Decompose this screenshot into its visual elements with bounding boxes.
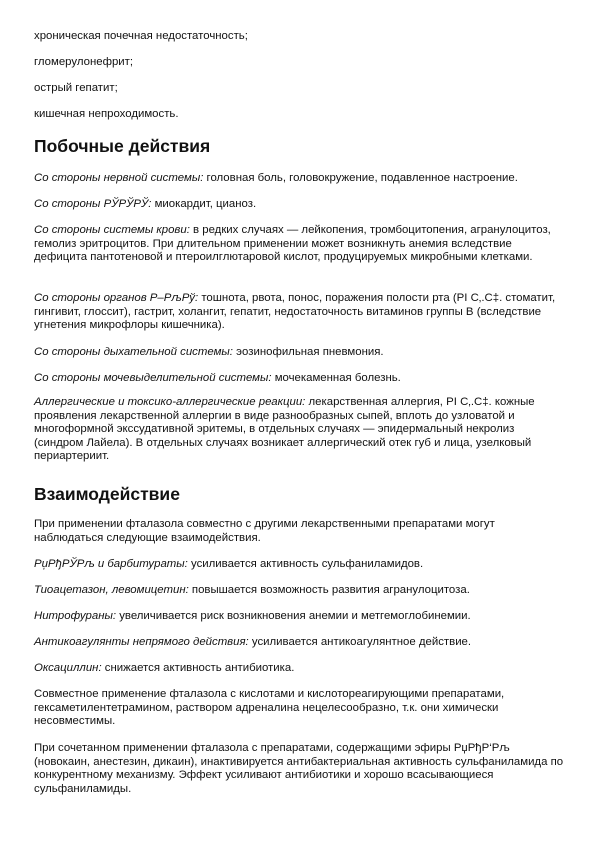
side-effect-paragraph [34,172,564,186]
interaction-intro: При применении фталазола совместно с другими лекарственными препаратами могут наблюдаться следующие взаимодействия. [34,518,495,544]
side-effect-label: Со стороны дыхательной системы: [34,346,233,358]
side-effect-text: лекарственная аллергия, РІ С‚.С‡. кожные проявления лекарственной аллергии в виде разнообразных сыпей, вплоть до узловатой и многоформной экссудативной эритемы, в отдельных случаях — эпидермальный некролиз (синдром Лайела). В отдельных случаях возникает аллергический отек губ и лица, узелковый периартериит. [34,396,535,463]
side-effect-text: тошнота, рвота, понос, поражения полости рта (РІ С‚.С‡. стоматит, гингивит, глоссит), гастрит, холангит, гепатит, недостаточность витаминов группы B (вследствие угнетения микрофлоры кишечника). [34,292,556,332]
interaction-label: Нитрофураны: [34,610,117,622]
side-effect-text: мочекаменная болезнь. [271,372,401,384]
side-effect-text: головная боль, головокружение, подавленное настроение. [203,172,518,184]
side-effect-label: Со стороны системы крови: [34,224,190,236]
interaction-paragraph [34,636,564,650]
contraindication-item: острый гепатит; [34,82,118,94]
interaction-label: Тиоацетазон, левомицетин: [34,584,189,596]
section-heading-side-effects: Побочные действия [34,136,211,156]
side-effect-label: Со стороны органов Р–РљРў: [34,292,199,304]
side-effect-label: Со стороны РЎРЎРЎ: [34,198,152,210]
side-effect-label: Аллергические и токсико-аллергические реакции: [34,396,306,408]
side-effect-paragraph [34,224,564,265]
interaction-paragraph [34,584,564,598]
side-effect-paragraph [34,346,564,360]
interaction-text: усиливается антикоагулянтное действие. [248,636,472,648]
side-effect-label: Со стороны нервной системы: [34,172,204,184]
interaction-esters-paragraph: При сочетанном применении фталазола с препаратами, содержащими эфиры РџРђР‘Рљ (новокаин, анестезин, дикаин), инактивируется антибактериальная активность сульфаниламида по конкурентному механизму. Эффект усиливают антибиотики и хорошо всасывающиеся сульфаниламиды. [34,742,564,795]
side-effect-paragraph [34,292,564,333]
side-effect-text: эозинофильная пневмония. [232,346,384,358]
side-effect-paragraph [34,372,564,386]
interaction-label: Оксациллин: [34,662,102,674]
interaction-text: снижается активность антибиотика. [101,662,295,674]
interaction-text: усиливается активность сульфаниламидов. [187,558,424,570]
section-heading-interaction: Взаимодействие [34,484,180,504]
interaction-text: повышается возможность развития агранулоцитоза. [188,584,470,596]
side-effect-text: миокардит, цианоз. [151,198,257,210]
side-effect-text: в редких случаях — лейкопения, тромбоцитопения, агранулоцитоз, гемолиз эритроцитов. При длительном применении может возникнуть анемия вследствие дефицита пантотеновой и птероилглютаровой кислот, продуцируемых микробными клетками. [34,224,551,264]
side-effect-paragraph [34,198,564,212]
interaction-text: увеличивается риск возникновения анемии и метгемоглобинемии. [116,610,471,622]
interaction-label: Антикоагулянты непрямого действия: [34,636,249,648]
contraindication-item: хроническая почечная недостаточность; [34,30,248,42]
interaction-acids-paragraph: Совместное применение фталазола с кислотами и кислотореагирующими препаратами, гексаметилентетрамином, раствором адреналина нецелесообразно, т.к. они химически несовместимы. [34,688,505,728]
side-effect-paragraph [34,396,564,464]
interaction-paragraph [34,610,564,624]
interaction-label: РџРђРЎРљ и барбитураты: [34,558,188,570]
interaction-paragraph [34,558,564,572]
contraindication-item: гломерулонефрит; [34,56,134,68]
side-effect-label: Со стороны мочевыделительной системы: [34,372,272,384]
interaction-paragraph [34,662,564,676]
contraindication-item: кишечная непроходимость. [34,108,179,120]
